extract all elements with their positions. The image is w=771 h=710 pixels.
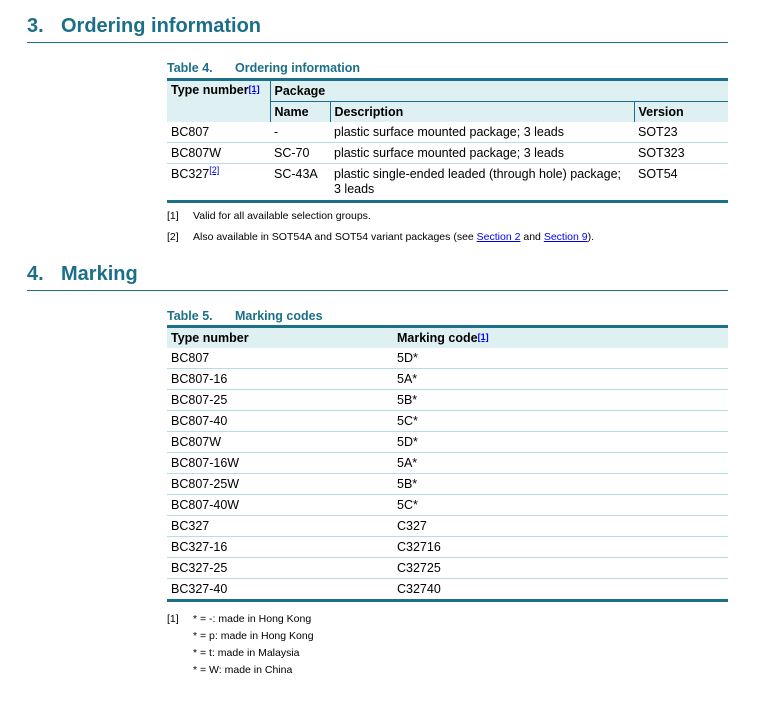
cell-code: C32716 bbox=[393, 537, 728, 558]
cell-code: C32740 bbox=[393, 579, 728, 601]
ordering-table bbox=[167, 78, 728, 203]
marking-footnote: [1] * = -: made in Hong Kong * = p: made in Hong Kong * = t: made in Malaysia * = W: made in China bbox=[167, 613, 314, 676]
footnote-link-2[interactable]: [2] bbox=[209, 165, 220, 175]
table-row bbox=[167, 579, 728, 601]
cell-type: BC327-40 bbox=[167, 579, 393, 601]
table-row bbox=[167, 432, 728, 453]
table-row: BC807W SC-70 plastic surface mounted package; 3 leads SOT323 bbox=[167, 143, 728, 164]
section-9-link[interactable]: Section 9 bbox=[543, 231, 588, 243]
cell-code: 5C* bbox=[393, 495, 728, 516]
section-4-heading: 4. Marking bbox=[27, 260, 728, 291]
cell-type: BC807-40 bbox=[167, 411, 393, 432]
cell-type: BC327 bbox=[167, 516, 393, 537]
section-3-heading: 3. Ordering information bbox=[27, 12, 728, 43]
footnote-1: [1] Valid for all available selection groups. bbox=[167, 210, 371, 222]
cell-code: 5D* bbox=[393, 432, 728, 453]
cell-type: BC807-16 bbox=[167, 369, 393, 390]
header-version: Version bbox=[634, 102, 728, 123]
header-name: Name bbox=[270, 102, 330, 123]
cell-type: BC807-40W bbox=[167, 495, 393, 516]
header-type-number: Type number bbox=[167, 327, 393, 349]
cell-code: C32725 bbox=[393, 558, 728, 579]
header-marking-code: Marking code[1] bbox=[393, 327, 728, 349]
cell-code: 5C* bbox=[393, 411, 728, 432]
cell-type: BC807-25 bbox=[167, 390, 393, 411]
cell-type: BC807-25W bbox=[167, 474, 393, 495]
cell-code: 5A* bbox=[393, 453, 728, 474]
table-row: BC327[2] SC-43A plastic single-ended leaded (through hole) package; 3 leads SOT54 bbox=[167, 164, 728, 202]
table-row bbox=[167, 369, 728, 390]
cell-code: 5B* bbox=[393, 474, 728, 495]
table-row: BC807 - plastic surface mounted package; 3 leads SOT23 bbox=[171, 125, 678, 139]
table-row bbox=[167, 390, 728, 411]
table-row bbox=[167, 537, 728, 558]
cell-type: BC327-25 bbox=[167, 558, 393, 579]
table-5-title: Table 5. Marking codes bbox=[167, 309, 323, 323]
table-row bbox=[167, 474, 728, 495]
header-type-number: Type number[1] bbox=[167, 80, 270, 123]
table-4-title: Table 4. Ordering information bbox=[167, 61, 360, 75]
cell-type: BC327-16 bbox=[167, 537, 393, 558]
header-package: Package bbox=[270, 80, 728, 102]
table-row bbox=[167, 411, 728, 432]
cell-type: BC807 bbox=[171, 351, 210, 365]
table-row bbox=[167, 558, 728, 579]
cell-code: 5B* bbox=[393, 390, 728, 411]
cell-code: 5D* bbox=[397, 351, 418, 365]
footnote-2: [2] Also available in SOT54A and SOT54 variant packages (see Section 2 and Section 9). bbox=[167, 231, 595, 243]
footnote-link-1[interactable]: [1] bbox=[477, 332, 489, 342]
header-description: Description bbox=[330, 102, 634, 123]
cell-type: BC807W bbox=[167, 432, 393, 453]
marking-table bbox=[167, 325, 728, 602]
cell-code: C327 bbox=[393, 516, 728, 537]
table-row bbox=[167, 495, 728, 516]
section-2-link[interactable]: Section 2 bbox=[476, 231, 521, 243]
table-row bbox=[167, 453, 728, 474]
footnote-link-1[interactable]: [1] bbox=[248, 84, 260, 94]
table-row bbox=[167, 348, 728, 369]
table-row bbox=[167, 516, 728, 537]
cell-type: BC807-16W bbox=[167, 453, 393, 474]
cell-code: 5A* bbox=[393, 369, 728, 390]
